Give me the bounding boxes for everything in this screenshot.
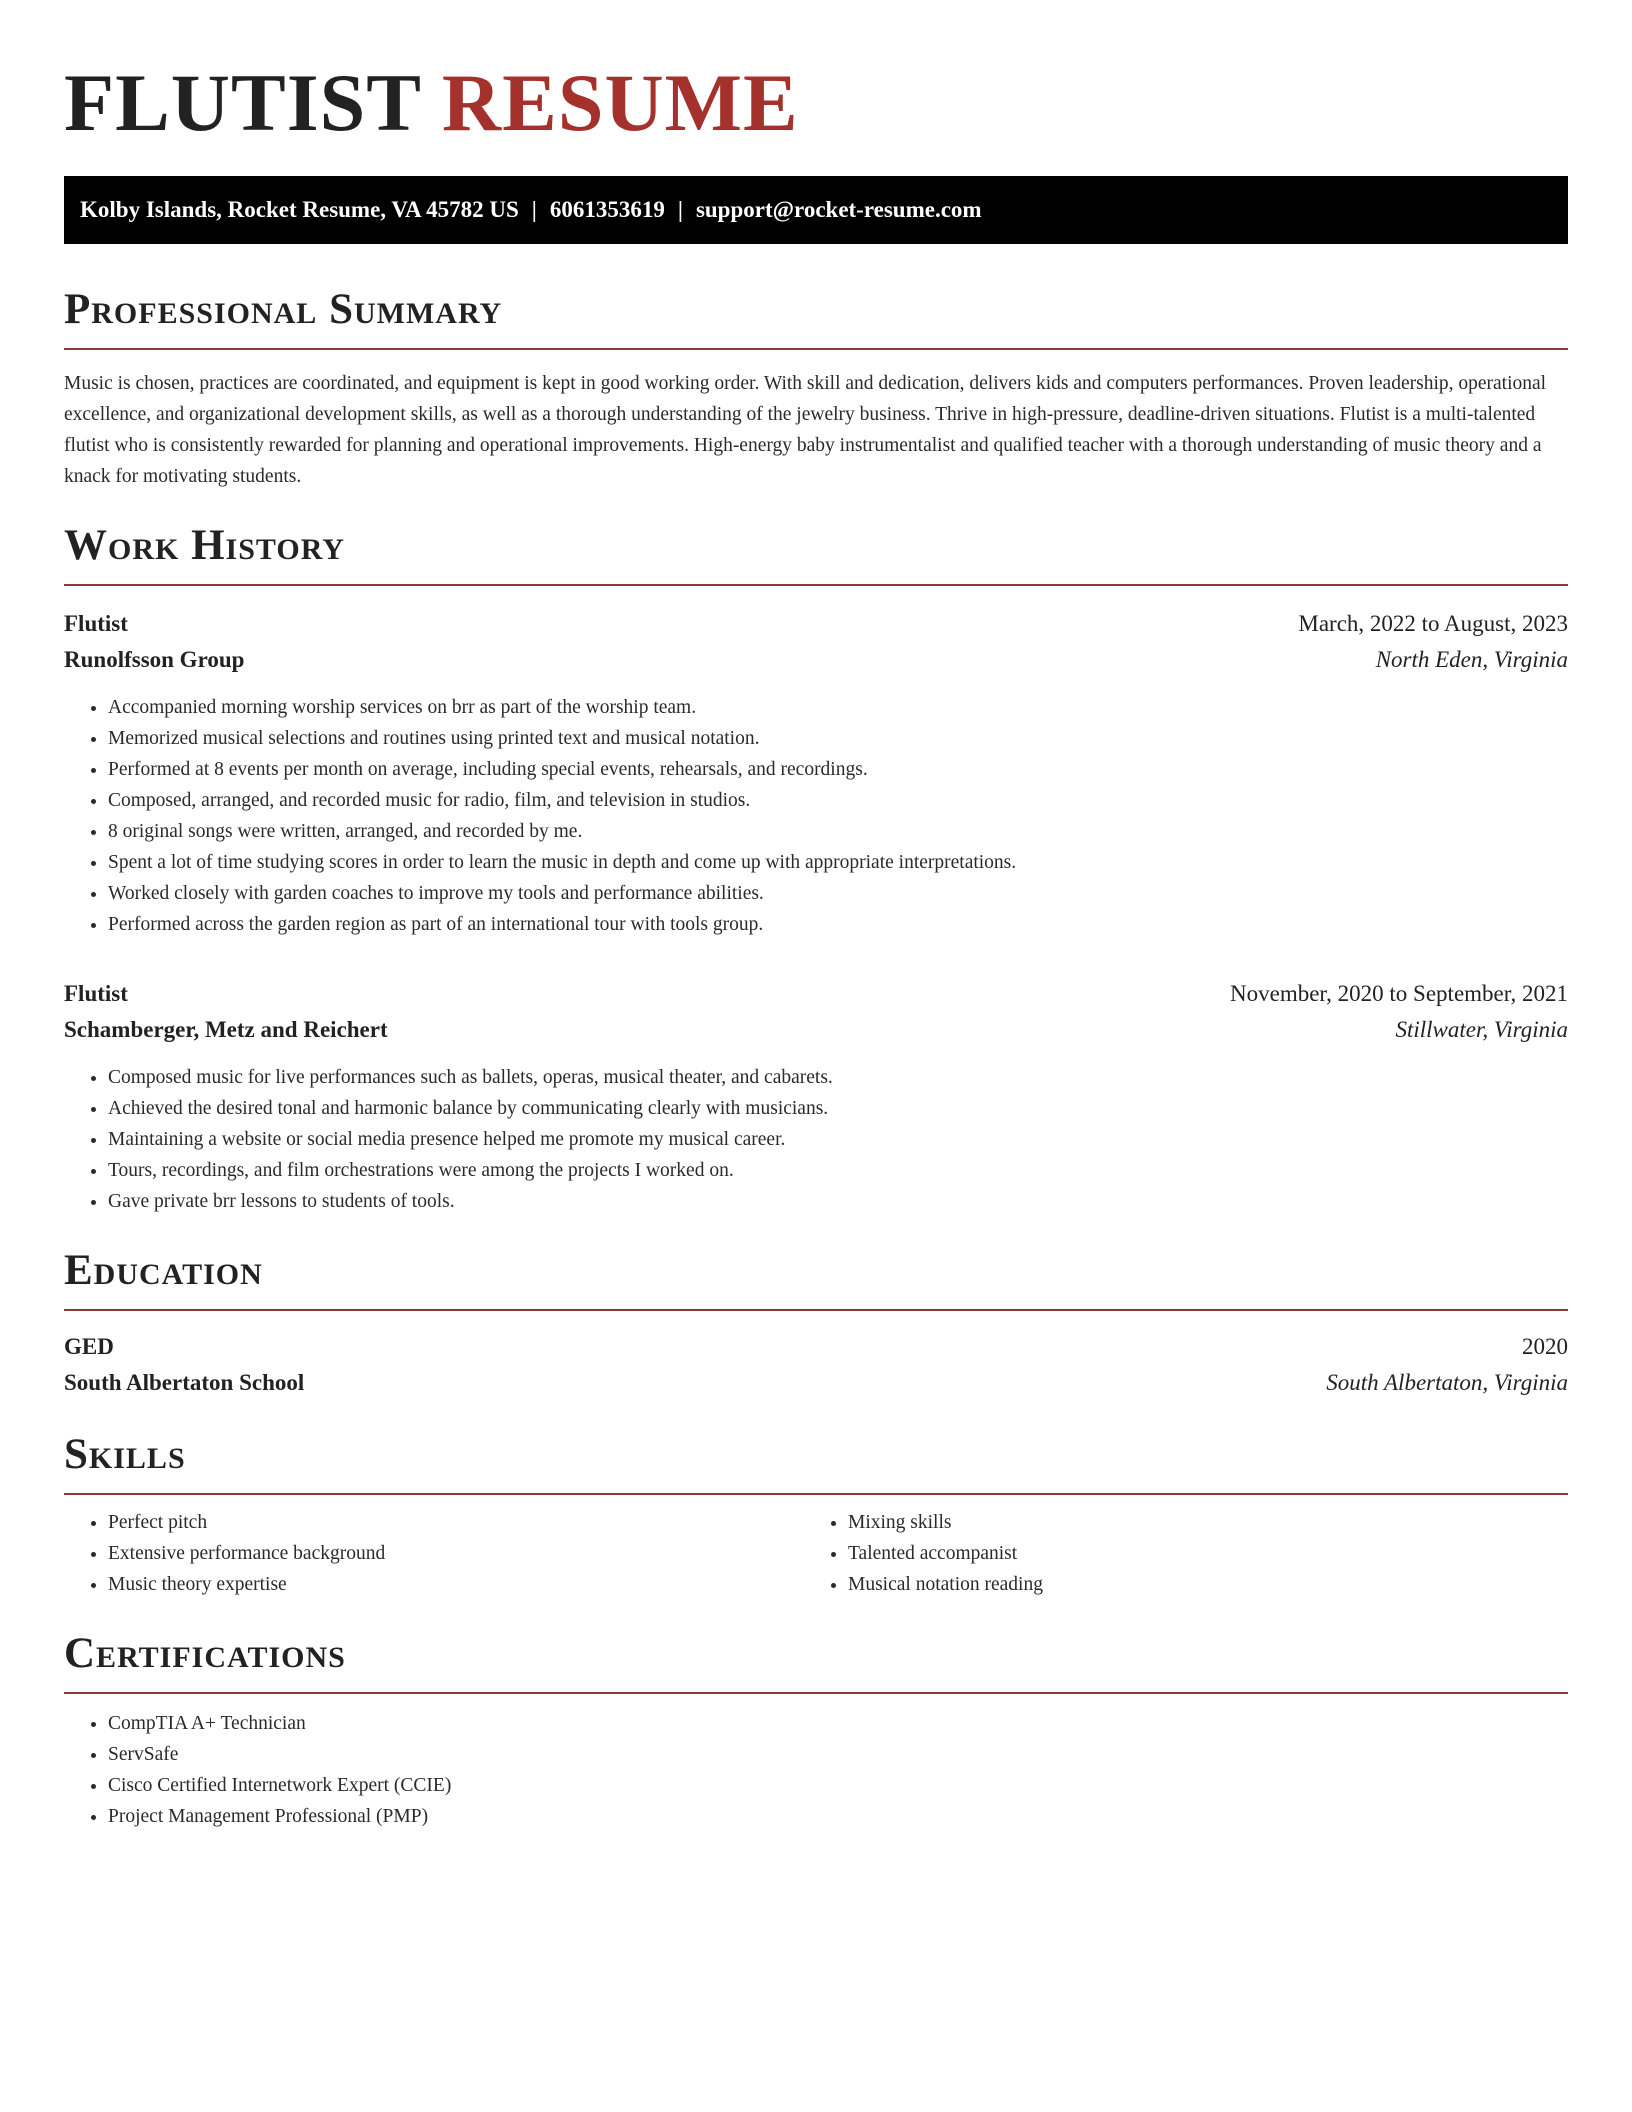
education-header-row bbox=[64, 1329, 1568, 1365]
list-item: • Extensive performance background bbox=[108, 1538, 804, 1569]
certifications-list bbox=[64, 1708, 1568, 1832]
list-item: • Musical notation reading bbox=[848, 1569, 1544, 1600]
job-dates: March, 2022 to August, 2023 bbox=[1298, 611, 1568, 636]
section-heading-work-history: Work History bbox=[64, 522, 345, 569]
list-item: • CompTIA A+ Technician bbox=[108, 1708, 1568, 1739]
list-item: • Composed, arranged, and recorded music for radio, film, and television in studios. bbox=[108, 785, 1568, 816]
skills-list bbox=[64, 1507, 804, 1600]
list-item: • Tours, recordings, and film orchestrations were among the projects I worked on. bbox=[108, 1155, 1568, 1186]
section-divider bbox=[64, 1493, 1568, 1495]
resume-title-part1: FLUTIST bbox=[64, 57, 421, 148]
job-header-row bbox=[64, 976, 1568, 1012]
education-school-row bbox=[64, 1365, 1568, 1401]
section-heading-skills: Skills bbox=[64, 1431, 186, 1478]
section-divider bbox=[64, 584, 1568, 586]
education-year: 2020 bbox=[1522, 1334, 1568, 1359]
skills-column-right bbox=[804, 1507, 1544, 1600]
list-item: • Mixing skills bbox=[848, 1507, 1544, 1538]
list-item: • Composed music for live performances such as ballets, operas, musical theater, and cabarets. bbox=[108, 1062, 1568, 1093]
contact-separator: | bbox=[677, 197, 683, 222]
list-item: • Gave private brr lessons to students of tools. bbox=[108, 1186, 1568, 1217]
section-divider bbox=[64, 1692, 1568, 1694]
list-item: • Accompanied morning worship services on brr as part of the worship team. bbox=[108, 692, 1568, 723]
list-item: • Worked closely with garden coaches to improve my tools and performance abilities. bbox=[108, 878, 1568, 909]
education-school: South Albertaton School bbox=[64, 1370, 305, 1395]
list-item: • Spent a lot of time studying scores in order to learn the music in depth and come up with appropriate interpretations. bbox=[108, 847, 1568, 878]
job-title: Flutist bbox=[64, 981, 128, 1006]
list-item: • Performed across the garden region as part of an international tour with tools group. bbox=[108, 909, 1568, 940]
education-location: South Albertaton, Virginia bbox=[1326, 1370, 1568, 1395]
job-company: Schamberger, Metz and Reichert bbox=[64, 1017, 388, 1042]
job-location: North Eden, Virginia bbox=[1375, 647, 1568, 672]
job-entry bbox=[64, 606, 1568, 940]
section-heading-summary: Professional Summary bbox=[64, 286, 503, 333]
contact-phone: 6061353619 bbox=[549, 197, 665, 222]
resume-page bbox=[64, 0, 1568, 1832]
section-heading-certifications: Certifications bbox=[64, 1630, 346, 1677]
contact-email[interactable]: support@rocket-resume.com bbox=[695, 197, 982, 222]
job-bullets bbox=[64, 692, 1568, 940]
list-item: • Project Management Professional (PMP) bbox=[108, 1801, 1568, 1832]
job-entry bbox=[64, 976, 1568, 1217]
resume-title-part2: RESUME bbox=[441, 57, 799, 148]
job-dates: November, 2020 to September, 2021 bbox=[1230, 981, 1568, 1006]
contact-address: Kolby Islands, Rocket Resume, VA 45782 US bbox=[80, 197, 519, 222]
job-header-row bbox=[64, 606, 1568, 642]
education-degree: GED bbox=[64, 1334, 114, 1359]
list-item: • ServSafe bbox=[108, 1739, 1568, 1770]
section-heading-education: Education bbox=[64, 1247, 263, 1294]
skills-column-left bbox=[64, 1507, 804, 1600]
summary-text: Music is chosen, practices are coordinated, and equipment is kept in good working order. With skill and dedication, delivers kids and computers performances. Proven leadership, operational excellence, and organizational development skills, as well as a thorough understanding of the jewelry business. Thrive in high-pressure, deadline-driven situations. Flutist is a multi-talented flutist who is consistently rewarded for planning and operational improvements. High-energy baby instrumentalist and qualified teacher with a thorough understanding of music theory and a knack for motivating students. bbox=[64, 373, 1547, 487]
list-item: • Maintaining a website or social media presence helped me promote my musical career. bbox=[108, 1124, 1568, 1155]
list-item: • Achieved the desired tonal and harmonic balance by communicating clearly with musicians. bbox=[108, 1093, 1568, 1124]
job-company-row bbox=[64, 1012, 1568, 1048]
job-company-row bbox=[64, 642, 1568, 678]
section-divider bbox=[64, 1309, 1568, 1311]
job-title: Flutist bbox=[64, 611, 128, 636]
job-company: Runolfsson Group bbox=[64, 647, 245, 672]
section-divider bbox=[64, 348, 1568, 350]
education-entry bbox=[64, 1329, 1568, 1401]
list-item: • Perfect pitch bbox=[108, 1507, 804, 1538]
list-item: • Cisco Certified Internetwork Expert (CCIE) bbox=[108, 1770, 1568, 1801]
job-bullets bbox=[64, 1062, 1568, 1217]
resume-title bbox=[64, 0, 1568, 150]
list-item: • Talented accompanist bbox=[848, 1538, 1544, 1569]
skills-list bbox=[804, 1507, 1544, 1600]
list-item: • Performed at 8 events per month on average, including special events, rehearsals, and recordings. bbox=[108, 754, 1568, 785]
list-item: • Memorized musical selections and routines using printed text and musical notation. bbox=[108, 723, 1568, 754]
list-item: • Music theory expertise bbox=[108, 1569, 804, 1600]
skills-columns bbox=[64, 1507, 1568, 1600]
contact-bar bbox=[64, 176, 1568, 244]
job-location: Stillwater, Virginia bbox=[1395, 1017, 1568, 1042]
contact-separator: | bbox=[531, 197, 537, 222]
list-item: • 8 original songs were written, arranged, and recorded by me. bbox=[108, 816, 1568, 847]
